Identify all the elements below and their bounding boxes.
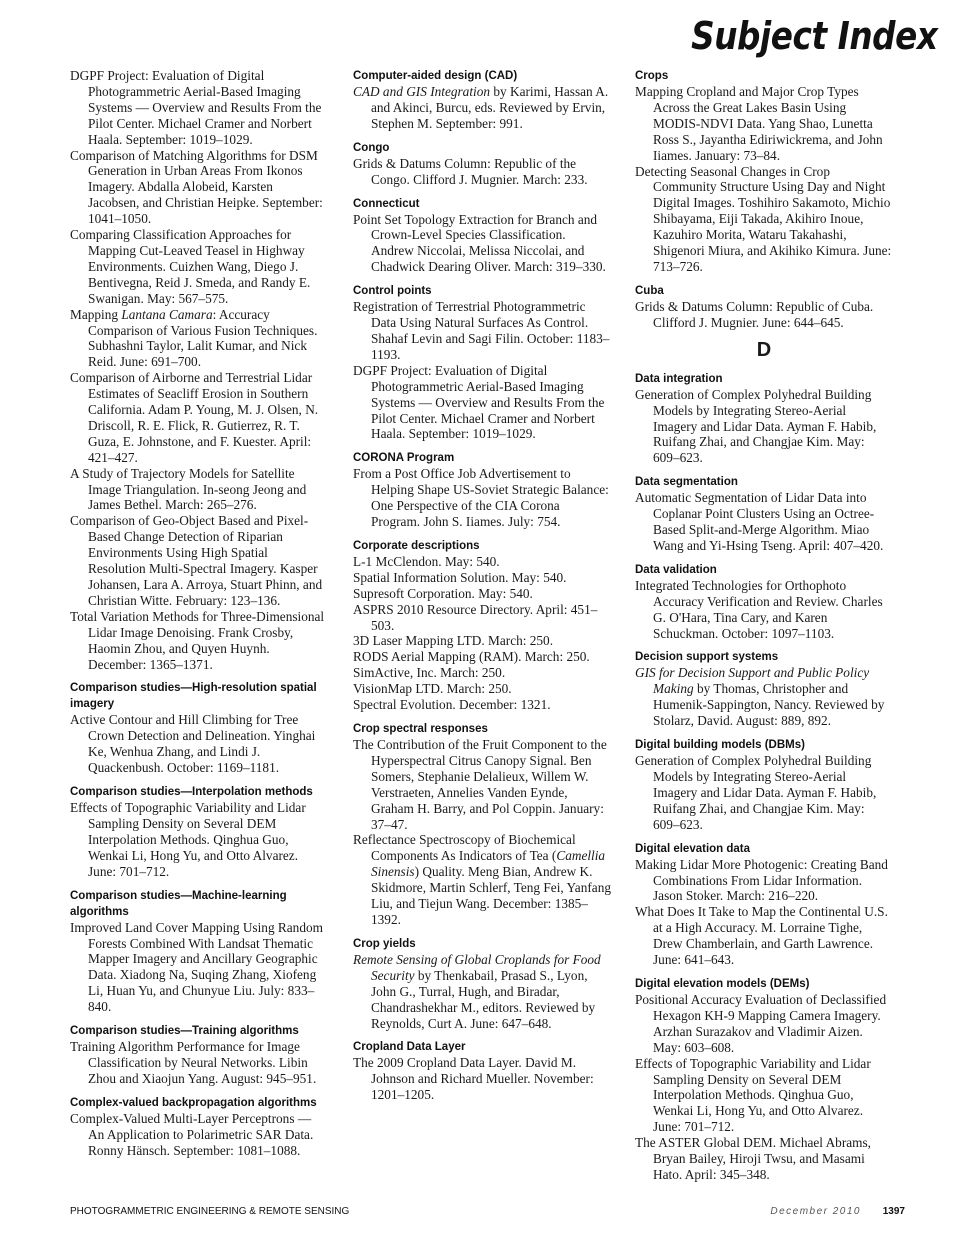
index-entry: RODS Aerial Mapping (RAM). March: 250. — [353, 649, 590, 665]
entry-italic-title: GIS for Decision Support and Public Policy Making — [635, 665, 870, 697]
index-section — [635, 841, 893, 968]
index-letter-divider: D — [756, 338, 772, 361]
index-section — [635, 283, 893, 331]
index-heading: Cropland Data Layer — [353, 1041, 466, 1054]
entry-italic-title: Lantana Camara — [121, 306, 213, 322]
entry-italic-title: CAD and GIS Integration — [353, 84, 491, 99]
index-entry: Supresoft Corporation. May: 540. — [353, 585, 533, 601]
index-entry: From a Post Office Job Advertisement to Helping Shape US-Soviet Strategic Balance: One Perspective of the CIA Corona Program. John S. Iiames. July: 754. — [353, 466, 609, 530]
index-heading: Computer-aided design (CAD) — [353, 70, 518, 82]
entry-text: by Thenkabail, Prasad S., Lyon, John G., Turral, Hugh, and Biradar, Chandrashekhar M., editors. Reviewed by Reynolds, Curt A. June: 647–648. — [371, 967, 596, 1031]
index-heading: Data integration — [635, 372, 723, 385]
index-section — [353, 1039, 611, 1103]
index-entry: Registration of Terrestrial Photogrammetric Data Using Natural Surfaces As Control. Shahaf Levin and Sagi Filin. October: 1183–1193. — [353, 299, 610, 362]
index-entry: A Study of Trajectory Models for Satellite Image Triangulation. In-seong Jeong and James Bethel. March: 265–276. — [70, 465, 307, 513]
index-entry: Improved Land Cover Mapping Using Random Forests Combined With Landsat Thematic Mapper Imagery and Ancillary Geographic Data. Xiadong Na, Suqing Zhang, Xiofeng Li, Huan Yu, and Chunyue Liu. July: 833–840. — [70, 919, 323, 1015]
index-entry: Complex-Valued Multi-Layer Perceptrons — An Application to Polarimetric SAR Data. Ronny Hänsch. September: 1081–1088. — [70, 1110, 314, 1158]
index-entry: Total Variation Methods for Three-Dimensional Lidar Image Denoising. Frank Crosby, Haomin Zhou, and Quyen Huynh. December: 1365–1371. — [70, 608, 325, 672]
index-section — [635, 68, 893, 275]
entry-italic-title: Remote Sensing of Global Croplands for Food Security — [353, 951, 601, 983]
index-entry — [353, 84, 611, 132]
index-heading: Cuba — [635, 284, 664, 297]
index-entry: Comparison of Airborne and Terrestrial Lidar Estimates of Seacliff Erosion in Southern California. Adam P. Young, M. J. Olsen, N. Driscoll, R. E. Flick, R. Gutierrez, R. T. Guza, E. Johnstone, and F. Kuester. April: 421–427. — [70, 370, 319, 465]
footer-issue-date: December 2010 — [770, 1206, 861, 1217]
index-entry: Active Contour and Hill Climbing for Tree Crown Detection and Delineation. Yinghai Ke, Wenhua Zhang, and Lindi J. Quackenbush. October: 1169–1181. — [70, 712, 316, 776]
entry-italic-title: Camellia Sinensis — [371, 848, 606, 880]
index-entry: Effects of Topographic Variability and Lidar Sampling Density on Several DEM Interpolation Methods. Qinghua Guo, Wenkai Li, Hong Yu, and Otto Alvarez. June: 701–712. — [70, 800, 306, 879]
index-section — [353, 450, 611, 530]
index-entry: What Does It Take to Map the Continental U.S. at a High Accuracy. M. Lorraine Tighe, Drew Chamberlain, and Garth Lawrence. June: 641–643. — [635, 904, 888, 968]
index-section — [353, 936, 611, 1032]
index-entry: Comparing Classification Approaches for Mapping Cut-Leaved Teasel in Highway Environments. Cuizhen Wang, Diego J. Bentivegna, Reid J. Smeda, and Randy E. Swanigan. May: 567–575. — [70, 227, 311, 306]
index-heading: Digital elevation data — [635, 842, 751, 855]
index-section — [635, 737, 893, 833]
index-heading: Data segmentation — [635, 476, 738, 489]
index-entry: Generation of Complex Polyhedral Building Models by Integrating Stereo-Aerial Imagery and Lidar Data. Ayman F. Habib, Ruifang Zhai, and Changjae Kim. May: 609–623. — [635, 753, 877, 832]
index-entry — [635, 665, 893, 729]
index-entry: Comparison of Geo-Object Based and Pixel-Based Change Detection of Riparian Environments Using High Spatial Resolution Multi-Spectral Imagery. Kasper Johansen, Lara A. Arroya, Stuart Phinn, and Christian Witte. February: 123–136. — [70, 513, 323, 608]
index-section — [353, 68, 611, 132]
index-heading: Crop yields — [353, 937, 416, 950]
index-heading: Congo — [353, 141, 390, 154]
index-heading: Comparison studies—High-resolution spatial imagery — [70, 682, 317, 711]
entry-text: by Thomas, Christopher and Humenik-Sappington, Nancy. Reviewed by Stolarz, David. August: 889, 892. — [653, 681, 885, 729]
index-section — [353, 140, 611, 188]
index-entry: Spatial Information Solution. May: 540. — [353, 569, 567, 585]
index-heading: CORONA Program — [353, 452, 455, 465]
index-heading: Digital elevation models (DEMs) — [635, 977, 810, 990]
index-entry: The ASTER Global DEM. Michael Abrams, Bryan Bailey, Hiroji Twsu, and Masami Hato. April: 345–348. — [635, 1135, 871, 1182]
index-section — [635, 649, 893, 729]
index-heading: Corporate descriptions — [353, 539, 480, 552]
index-column-3 — [635, 68, 893, 1191]
index-entry: ASPRS 2010 Resource Directory. April: 451–503. — [353, 601, 598, 633]
index-entry — [353, 832, 611, 927]
footer-journal-name: PHOTOGRAMMETRIC ENGINEERING & REMOTE SENSING — [70, 1206, 350, 1217]
index-section — [70, 1095, 326, 1159]
index-heading: Crops — [635, 70, 669, 82]
index-entry: Making Lidar More Photogenic: Creating Band Combinations From Lidar Information. Jason Stoker. March: 216–220. — [635, 856, 888, 904]
index-entry: Training Algorithm Performance for Image Classification by Neural Networks. Libin Zhou and Xiaojun Yang. August: 945–951. — [70, 1039, 317, 1086]
index-heading: Connecticut — [353, 197, 420, 210]
index-column-2 — [353, 68, 611, 1111]
index-entry: L-1 McClendon. May: 540. — [353, 553, 500, 569]
index-section — [70, 784, 326, 880]
entry-text: : Accuracy Comparison of Various Fusion Techniques. Subhashni Taylor, Lalit Kumar, and Nick Reid. June: 691–700. — [88, 306, 318, 370]
index-heading: Data validation — [635, 563, 717, 576]
index-entry: Point Set Topology Extraction for Branch and Crown-Level Species Classification. Andrew Niccolai, Melissa Niccolai, and Chadwick Dearing Oliver. March: 319–330. — [353, 211, 606, 275]
index-section — [70, 888, 326, 1015]
index-entry: Generation of Complex Polyhedral Building Models by Integrating Stereo-Aerial Imagery and Lidar Data. Ayman F. Habib, Ruifang Zhai, and Changjae Kim. May: 609–623. — [635, 386, 877, 466]
index-section — [635, 371, 893, 467]
index-section — [353, 196, 611, 276]
index-section — [353, 721, 611, 928]
index-heading: Complex-valued backpropagation algorithms — [70, 1096, 317, 1109]
index-entry — [353, 952, 611, 1032]
index-entry: Positional Accuracy Evaluation of Declassified Hexagon KH-9 Mapping Camera Imagery. Arzhan Surazakov and Vladimir Aizen. May: 603–608. — [635, 991, 887, 1055]
index-heading: Comparison studies—Interpolation methods — [70, 786, 313, 799]
index-heading: Digital building models (DBMs) — [635, 739, 805, 752]
index-entry: Grids & Datums Column: Republic of Cuba. Clifford J. Mugnier. June: 644–645. — [635, 298, 874, 330]
index-entry: Effects of Topographic Variability and Lidar Sampling Density on Several DEM Interpolation Methods. Qinghua Guo, Wenkai Li, Hong Yu, and Otto Alvarez. June: 701–712. — [635, 1055, 871, 1135]
index-section — [70, 680, 326, 776]
index-entry: 3D Laser Mapping LTD. March: 250. — [353, 633, 554, 649]
index-entry: Automatic Segmentation of Lidar Data into Coplanar Point Clusters Using an Octree-Based Split-and-Merge Algorithm. Miao Wang and Yi-Hsing Tseng. April: 407–420. — [635, 490, 884, 553]
index-entry: Detecting Seasonal Changes in Crop Community Structure Using Day and Night Digital Images. Toshihiro Sakamoto, Michio Shibayama, Eiji Takada, Akihiro Inoue, Kazuhiro Morita, Wataru Takahashi, Shigenori Miura, and Akihiko Kimura. June: 713–726. — [635, 163, 892, 274]
entry-text: by Karimi, Hassan A. and Akinci, Burcu, eds. Reviewed by Ervin, Stephen M. September: 991. — [371, 84, 609, 131]
index-section — [635, 976, 893, 1183]
index-entry: The Contribution of the Fruit Component to the Hyperspectral Citrus Canopy Signal. Ben Somers, Stephanie Delalieux, Willem W. Verstraeten, Annelies Vanden Eynde, Graham H. Barry, and Pol Coppin. January: 37–47. — [353, 737, 607, 832]
index-entry: Integrated Technologies for Orthophoto Accuracy Verification and Review. Charles G. O'Hara, Tina Cary, and Karen Schuckman. October: 1097–1103. — [635, 577, 883, 641]
index-entry: SimActive, Inc. March: 250. — [353, 665, 506, 681]
index-entry: The 2009 Cropland Data Layer. David M. Johnson and Richard Mueller. November: 1201–1205. — [353, 1055, 594, 1103]
index-heading: Decision support systems — [635, 651, 779, 664]
entry-text: Mapping — [70, 306, 122, 322]
index-column-1 — [70, 68, 326, 1166]
index-entry: DGPF Project: Evaluation of Digital Photogrammetric Aerial-Based Imaging Systems — Overview and Results From the Pilot Center. Michael Cramer and Norbert Haala. September: 1019–1029. — [70, 68, 322, 147]
index-entry: Grids & Datums Column: Republic of the Congo. Clifford J. Mugnier. March: 233. — [353, 155, 588, 187]
index-section — [353, 283, 611, 442]
index-entry: Comparison of Matching Algorithms for DSM Generation in Urban Areas From Ikonos Imagery. Abdalla Alobeid, Karsten Jacobsen, and Christian Heipke. September: 1041–1050. — [70, 147, 323, 227]
index-entry: DGPF Project: Evaluation of Digital Photogrammetric Aerial-Based Imaging Systems — Overview and Results From the Pilot Center. Michael Cramer and Norbert Haala. September: 1019–1029. — [353, 362, 605, 442]
index-entry: Mapping Cropland and Major Crop Types Across the Great Lakes Basin Using MODIS-NDVI Data. Yang Shao, Lunetta Ross S., Jayantha Ediriwickrema, and John Iiames. January: 73–84. — [635, 84, 883, 163]
page-title: Subject Index — [691, 14, 938, 58]
entry-text: Reflectance Spectroscopy of Biochemical Components As Indicators of Tea ( — [353, 832, 576, 864]
index-heading: Control points — [353, 285, 432, 298]
index-entry: VisionMap LTD. March: 250. — [353, 681, 512, 697]
index-entry: Spectral Evolution. December: 1321. — [353, 697, 551, 713]
index-heading: Crop spectral responses — [353, 723, 488, 735]
page-footer — [70, 1206, 905, 1224]
index-entry — [70, 307, 326, 371]
index-section — [635, 474, 893, 554]
index-heading: Comparison studies—Training algorithms — [70, 1025, 299, 1038]
index-section-continued — [70, 68, 326, 672]
entry-text: ) Quality. Meng Bian, Andrew K. Skidmore, Martin Schlerf, Teng Fei, Yanfang Liu, and Tiejun Wang. December: 1385–1392. — [371, 864, 611, 927]
index-section — [70, 1023, 326, 1087]
index-heading: Comparison studies—Machine-learning algorithms — [70, 889, 287, 918]
index-section — [353, 538, 611, 713]
index-section — [635, 562, 893, 642]
footer-page-number: 1397 — [882, 1206, 905, 1217]
